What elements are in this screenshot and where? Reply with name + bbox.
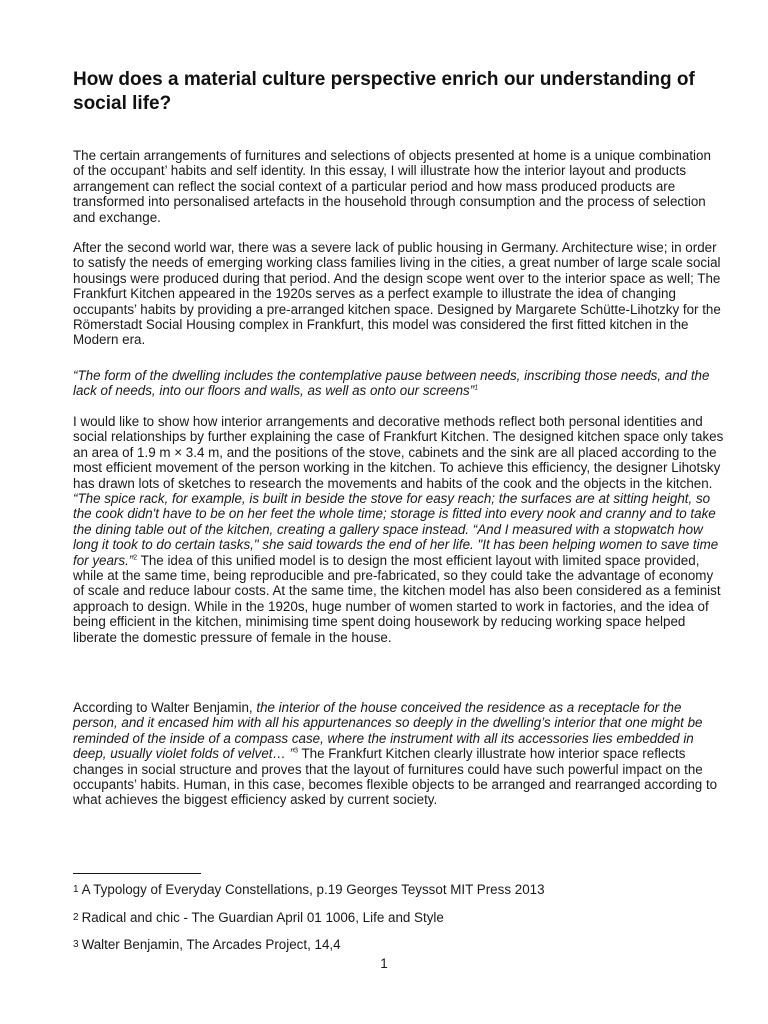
footnote-mark: 2 <box>73 912 79 923</box>
block-quote-text: “The form of the dwelling includes the contemplative pause between needs, inscribing those needs, and the lack of needs, into our floors and walls, as well as onto our screens” <box>73 368 710 399</box>
inline-quote-spice-rack: “The spice rack, for example, is built in beside the stove for easy reach; the surfaces are at sitting height, so the cook didn't have to be on her feet the whole time; storage is fitted into every nook and cranny and to take the dining table out of the kitchen, creating a gallery space instead. “And I measured with a stopwatch how long it took to do certain tasks," she said towards the end of her life. "It has been helping women to save time for years.” <box>73 491 719 568</box>
paragraph-intro: The certain arrangements of furnitures and selections of objects presented at home is a unique combination of the occupant’ habits and self identity. In this essay, I will illustrate how the interior layout and products arrangement can reflect the social context of a particular period and how mass produced products are transformed into personalised artefacts in the household through consumption and the process of selection and exchange. <box>73 148 711 225</box>
paragraph-frankfurt-kitchen <box>73 414 725 645</box>
inline-quote-benjamin: the interior of the house conceived the residence as a receptacle for the person, and it encased him with all his appurtenances so deeply in the dwelling’s interior that one might be reminded of the inside of a compass case, where the instrument with all its accessories lies embedded in deep, usually violet folds of velvet… ” <box>73 700 703 762</box>
footnote-ref-3: 3 <box>294 747 298 755</box>
footnote-1 <box>73 882 545 898</box>
footnote-ref-2: 2 <box>133 554 138 562</box>
block-quote <box>73 368 725 399</box>
page-number: 1 <box>380 956 388 971</box>
footnote-mark: 1 <box>73 884 79 895</box>
paragraph-benjamin-cont: The Frankfurt Kitchen clearly illustrate how interior space reflects changes in social structure and proves that the layout of furnitures could have such powerful impact on the occupants’ habits. Human, in this case, becomes flexible objects to be arranged and rearranged according to what achieves the biggest efficiency asked by current society. <box>73 746 718 808</box>
footnote-divider <box>73 873 201 874</box>
footnote-ref-1: 1 <box>474 384 479 392</box>
paragraph-postwar-housing: After the second world war, there was a severe lack of public housing in Germany. Architecture wise; in order to satisfy the needs of emerging working class families living in the cities, a great number of large scale social housings were produced during that period. And the design scope went over to the interior space as well; The Frankfurt Kitchen appeared in the 1920s serves as a perfect example to illustrate the idea of changing occupants’ habits by providing a pre-arranged kitchen space. Designed by Margarete Schütte-Lihotzky for the Römerstadt Social Housing complex in Frankfurt, this model was considered the first fitted kitchen in the Modern era. <box>73 240 721 348</box>
paragraph-frankfurt-kitchen-text: I would like to show how interior arrangements and decorative methods reflect both personal identities and social relationships by further explaining the case of Frankfurt Kitchen. The designed kitchen space only takes an area of 1.9 m × 3.4 m, and the positions of the stove, cabinets and the sink are all placed according to the most efficient movement of the person working in the kitchen. To achieve this efficiency, the designer Lihotsky has drawn lots of sketches to research the movements and habits of the cook and the objects in the kitchen. <box>73 414 724 491</box>
footnote-text: Walter Benjamin, The Arcades Project, 14,4 <box>81 937 341 952</box>
paragraph-benjamin-text: According to Walter Benjamin, <box>73 700 257 715</box>
footnote-text: A Typology of Everyday Constellations, p.19 Georges Teyssot MIT Press 2013 <box>81 882 545 897</box>
footnote-text: Radical and chic - The Guardian April 01 1006, Life and Style <box>81 910 444 925</box>
paragraph-benjamin <box>73 700 725 808</box>
footnote-3 <box>73 937 341 953</box>
footnote-2 <box>73 910 444 926</box>
paragraph-frankfurt-kitchen-cont: The idea of this unified model is to design the most efficient layout with limited space provided, while at the same time, being reproducible and pre-fabricated, so they could take the advantage of economy of scale and reduce labour costs. At the same time, the kitchen model has also been considered as a feminist approach to design. While in the 1920s, huge number of women started to work in factories, and the idea of being efficient in the kitchen, minimising time spent doing housework by reducing working space helped liberate the domestic pressure of female in the house. <box>73 552 721 645</box>
footnote-mark: 3 <box>73 939 79 950</box>
essay-title: How does a material culture perspective enrich our understanding of social life? <box>73 69 695 114</box>
